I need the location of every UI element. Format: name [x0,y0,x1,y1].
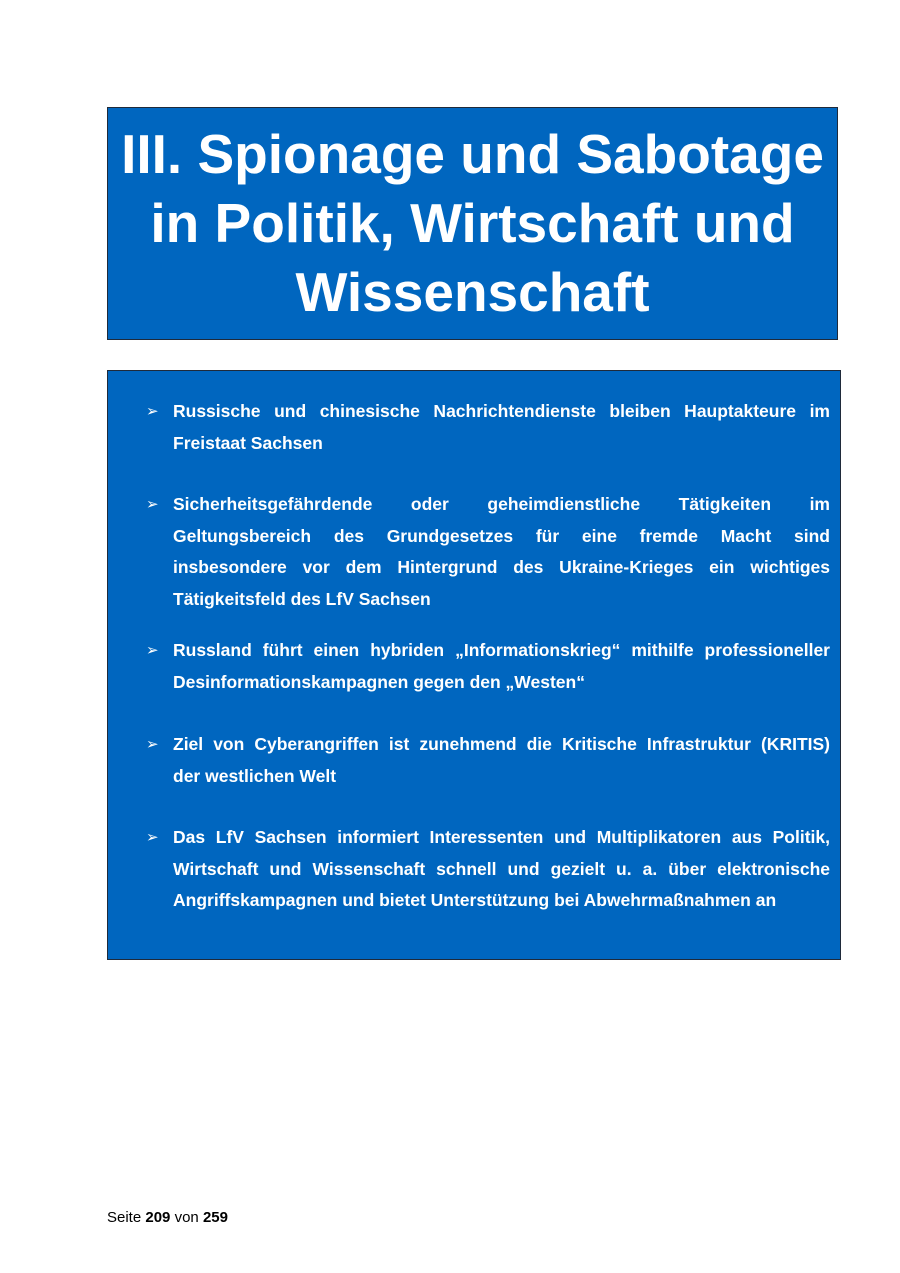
summary-item [146,489,830,615]
summary-item-text [173,489,830,615]
summary-item [146,635,830,698]
arrow-bullet-icon: ➢ [146,735,159,753]
summary-item-text [173,396,830,459]
chapter-title-line: in Politik, Wirtschaft und [150,192,795,254]
page-label: Seite [107,1209,142,1226]
summary-item-line: Sicherheitsgefährdende oder geheimdienstliche Tätigkeiten im [173,494,830,514]
summary-item-line: Das LfV Sachsen informiert Interessenten und Multiplikatoren aus Politik, [173,827,830,847]
total-page-count: 259 [202,1209,228,1226]
page-footer [107,1209,228,1226]
summary-item-line: insbesondere vor dem Hintergrund des Ukraine-Krieges ein wichtiges [173,557,830,577]
summary-item-line: Wirtschaft und Wissenschaft schnell und gezielt u. a. über elektronische [173,858,830,879]
chapter-title-line: III. Spionage und Sabotage [121,123,824,185]
current-page-number: 209 [145,1209,171,1226]
arrow-bullet-icon: ➢ [146,828,159,846]
summary-item-text [173,635,830,698]
summary-item [146,396,830,459]
summary-box [107,370,841,960]
page-separator: von [174,1209,199,1226]
arrow-bullet-icon: ➢ [146,495,159,513]
arrow-bullet-icon: ➢ [146,641,159,659]
summary-item-line: der westlichen Welt [173,765,337,786]
summary-item-line: Russland führt einen hybriden „Informationskrieg“ mithilfe professioneller [173,640,830,660]
chapter-title-box [107,107,838,340]
arrow-bullet-icon: ➢ [146,402,159,420]
summary-item-line: Freistaat Sachsen [173,432,323,453]
summary-item-line: Tätigkeitsfeld des LfV Sachsen [173,588,431,609]
summary-item-line: Ziel von Cyberangriffen ist zunehmend die Kritische Infrastruktur (KRITIS) [173,734,830,754]
summary-item-line: Angriffskampagnen und bietet Unterstützung bei Abwehrmaßnahmen an [173,890,777,910]
summary-item-line: Russische und chinesische Nachrichtendienste bleiben Hauptakteure im [173,401,830,421]
chapter-title [121,120,824,327]
summary-item [146,822,830,917]
summary-item-line: Desinformationskampagnen gegen den „Westen“ [173,671,585,692]
chapter-title-line: Wissenschaft [295,261,650,323]
summary-item [146,729,830,792]
summary-item-text [173,729,830,792]
summary-item-line: Geltungsbereich des Grundgesetzes für eine fremde Macht sind [173,525,830,546]
summary-item-text [173,822,830,917]
